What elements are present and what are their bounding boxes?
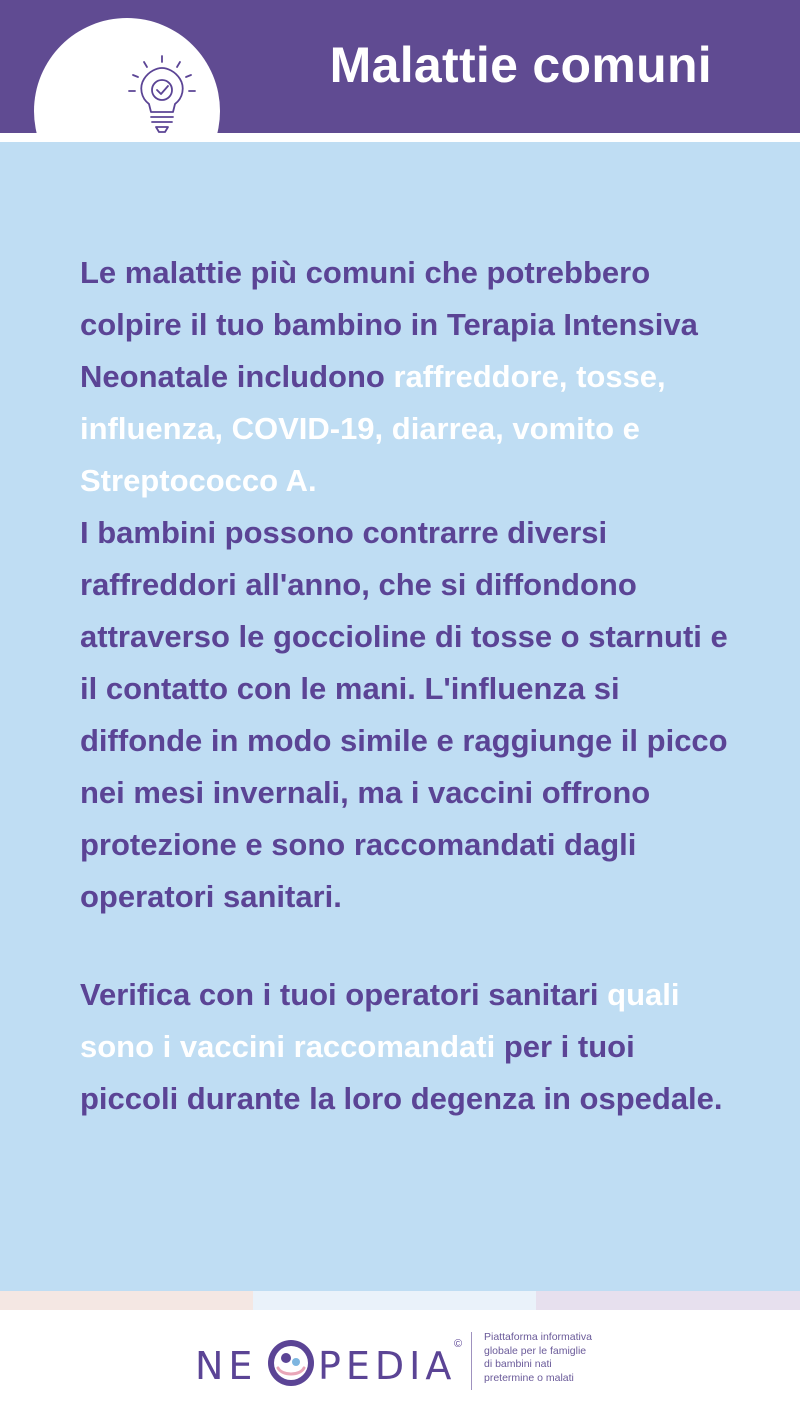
logo-text-ne: NE: [195, 1344, 258, 1388]
footer-tagline: [484, 1331, 634, 1385]
color-strip-peach: [0, 1291, 253, 1310]
header-banner: [0, 0, 800, 133]
page-title: Malattie comuni: [329, 37, 712, 93]
intro-paragraph: [80, 247, 740, 923]
copyright-mark: ©: [454, 1338, 463, 1350]
tagline-line: globale per le famiglie: [484, 1344, 587, 1357]
vaccines-highlight: quali sono i vaccini raccomandati: [80, 977, 680, 1064]
icon-badge: [34, 18, 220, 133]
tagline-line: di bambini nati: [484, 1358, 552, 1370]
footer: [0, 1310, 800, 1411]
intro-text: Le malattie più comuni che potrebbero colpire il tuo bambino in Terapia Intensiva Neonatale includono: [80, 255, 698, 394]
spread-text: I bambini possono contrarre diversi raffreddori all'anno, che si diffondono attraverso le goccioline di tosse o starnuti e il contatto con le mani. L'influenza si diffonde in modo simile e raggiunge il picco nei mesi invernali, ma i vaccini offrono protezione e sono raccomandati dagli operatori sanitari.: [80, 515, 728, 914]
tagline-line: pretermine o malati: [484, 1371, 574, 1384]
color-strip-blue: [253, 1291, 536, 1310]
advice-text-start: Verifica con i tuoi operatori sanitari: [80, 977, 608, 1012]
content-panel: [0, 142, 800, 1291]
color-strip-lavender: [536, 1291, 800, 1310]
advice-text-end: per i tuoi piccoli durante la loro degenza in ospedale.: [80, 1029, 723, 1116]
diseases-highlight: raffreddore, tosse, influenza, COVID-19, diarrea, vomito e Streptococco A.: [80, 359, 666, 498]
lightbulb-check-icon: [127, 54, 197, 133]
tagline-line: Piattaforma informativa: [484, 1331, 592, 1343]
neopedia-logo-icon: [266, 1338, 316, 1388]
logo-text-pedia: PEDIA: [318, 1344, 457, 1388]
advice-paragraph: [80, 969, 740, 1125]
footer-divider: [471, 1332, 472, 1390]
